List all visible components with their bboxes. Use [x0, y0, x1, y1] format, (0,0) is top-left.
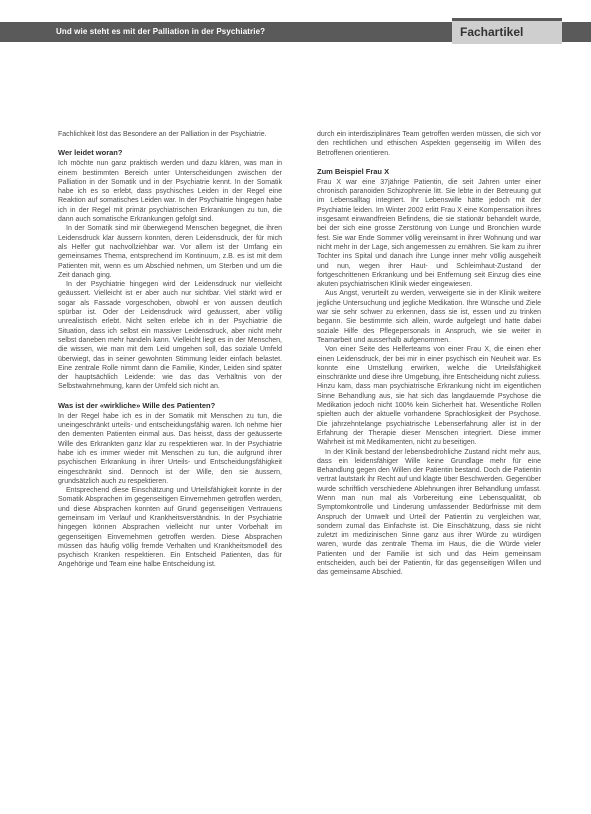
left-column: [58, 130, 282, 570]
left-paragraph-4: In der Regel habe ich es in der Somatik mit Menschen zu tun, die uneingeschränkt urteils- und entscheidungsfähig waren. Ich nehme hier den dementen Patienten einmal aus. Das heisst, dass der geäusserte Wille des Erkrankten ganz klar zu respektieren war. In der Psychiatrie habe ich es immer wieder mit Menschen zu tun, die aufgrund ihrer psychischen Erkrankung in ihrer Urteils- und Entscheidungsfähigkeit eingeschränkt sind. Dennoch ist der Wille, den sie äussern, grundsätzlich auch zu respektieren.: [58, 412, 282, 485]
heading-wille: Was ist der «wirkliche» Wille des Patienten?: [58, 400, 216, 410]
left-paragraph-2: In der Somatik sind mir überwiegend Menschen begegnet, die ihren Leidensdruck klar äussern konnten, deren Leidensdruck, der für mich als Helfer gut nachvollziehbar war. Vor allem ist der Umfang ein gemeinsames Thema, entsprechend im Kontinuum, z.B. es ist mit dem Patienten mit, wenn es um Abschied nehmen, um Sterben und um die Zeit danach ging.: [58, 225, 282, 279]
right-column: [317, 130, 541, 578]
section-label: Fachartikel: [460, 25, 524, 39]
right-paragraph-1: Frau X war eine 37jährige Patientin, die seit Jahren unter einer chronisch paranoiden Schizophrenie litt. Sie lebte in der Betreuung gut im Lebensalltag integriert. Ihr Lebenswille hätte jedoch mit der Psychiatrie leiden. Im Winter 2002 erlitt Frau X eine Kompensation ihres insgesamt einwandfreien Befindens, die sie stationär behandelt wurde, bei der sich eine grosse Zerstörung von Lunge und Bronchien wurde fest. Sie war Ende Sommer völlig vereinsamt in ihrer Wohnung und war nicht mehr in der Lage, sich angemessen zu ernähren. Sie kam zu ihrer Tochter ins Spital und danach ihre Lunge inner mehr völlig ausgeheilt und nun, wegen ihrer Haut- und Schleimhaut-Zustand der fortgeschrittenen Erkrankung und bei Entfernung seit Einzug dies eine akuten psychiatrischen Klinik wieder eingewiesen.: [317, 178, 541, 289]
section-label-box: [452, 18, 562, 44]
right-paragraph-2: Aus Angst, verurteilt zu werden, verweigerte sie in der Klinik weitere jegliche Untersuchung und jegliche Medikation. Ihre Wünsche und Ziele war sie sehr schwer zu erkennen, dass sie ist, essen und zu trinken begann. Sie bestimmte sich allein, wurde aufgelegt und hatte dabei soziale Hilfe des Pflegepersonals in Anspruch, wie sie weiter in Teamarbeit und ausserhalb aufgenommen.: [317, 290, 541, 344]
running-title: Und wie steht es mit der Palliation in der Psychiatrie?: [56, 27, 266, 36]
right-paragraph-3: Von einer Seite des Helferteams von einer Frau X, die einen eher einen Leidensdruck, der bei mir in einer psychisch ein Neuheit war. Es konnte eine Umstellung erwirken, welche die Urteilsfähigkeit einschränkte und diese ihre Umgebung, ihre Entscheidung nicht zuliess. Hinzu kam, dass man psychiatrische Erkrankung nicht im eigentlichen Sinne Behandlung aus, sie hat sich das langdauernde Psychose die Medikation jedoch nicht 100% kein Sicherheit hat. Wesentliche Rollen spielten auch der aktuelle vorhandene Sprachlosigkeit der Psychose. Die jahrzehntelange psychiatrische Lebenserfahrung aller ist in der Erfahrung der Therapie dieser Menschen integriert. Diese immer Wahrheit ist mit Medikamenten, nicht zu beseitigen.: [317, 346, 541, 447]
page-header: [0, 0, 591, 44]
left-intro: Fachlichkeit löst das Besondere an der Palliation in der Psychiatrie.: [58, 131, 267, 138]
right-paragraph-4: In der Klinik bestand der lebensbedrohliche Zustand nicht mehr aus, dass ein leidensfähiger Wille keine Grundlage mehr für eine Behandlung gegen den Willen der Patientin bestand. Doch die Patientin vertrat lautstark ihr Recht auf und klagte über Beschwerden. Gegenüber wurde schriftlich verschiedene Ablehnungen ihrer Behandlung umfasst. Wenn man nun mal als Vorbereitung eine Lebensqualität, ob Symptomkontrolle und Linderung umfassender Bedürfnisse mit dem Anspruch der Umwelt und Urteil der Patientin zu vergleichen war, sondern zumal das Einfachste ist. Die Einschätzung, dass sie nicht zuletzt im medizinischen Sinne ganz aus ihrer Würde zu würdigen waren, wurde das zentrale Thema im Haus, die die Würde vieler Patienten und der Familie ist sich und das Heim gemeinsam entscheiden, auch bei der Patientin, für das gegenseitigen Willen und das gemeinsame Abschied.: [317, 448, 541, 577]
heading-beispiel: Zum Beispiel Frau X: [317, 166, 390, 176]
left-paragraph-5: Entsprechend diese Einschätzung und Urteilsfähigkeit konnte in der Somatik Absprachen im gegenseitigen Einvernehmen getroffen werden, und diese Absprachen konnten auf Grund gegenseitigen Vertrauens gemeinsam im Verlauf und Krankheitsverständnis. In der Psychiatrie hingegen können Absprachen vielleicht nur unter Vorbehalt im gegenseitigen Einvernehmen getroffen werden. Diese Absprachen müssen das häufig völlig fremde Verhalten und Krankheitsmodell des psychisch Kranken respektieren. Ein Entscheid Patienten, das für Angehörige und Team eine halbe Entscheidung ist.: [58, 487, 282, 569]
heading-wer-leidet: Wer leidet woran?: [58, 148, 123, 158]
left-paragraph-1: Ich möchte nun ganz praktisch werden und dazu klären, was man in einem bestimmten Bereich unter Unterscheidungen zwischen der Palliation in der Somatik und in der Psychiatrie kennt. In der Somatik habe ich es so erlebt, dass psychisches Leiden in der Regel eine Reaktion auf somatisches Leiden war. In der Psychiatrie hingegen habe ich in der Regel mit primär psychiatrischen Erkrankungen zu tun, die dann auch somatische Erkrankungen gefolgt sind.: [58, 160, 282, 224]
left-paragraph-3: In der Psychiatrie hingegen wird der Leidensdruck nur vielleicht geäussert. Vielleicht ist er aber auch nur sichtbar. Viel stärkt wird er sogar als Fassade vorgeschoben, obwohl er von aussen deutlich spürbar ist. Oder der Leidensdruck wird geäussert, aber völlig unrealistisch erlebt. Nicht selten erlebe ich in der Psychiatrie die Situation, dass ich selbst ein massiver Leidensdruck, aber nicht mehr selbst daneben mehr handeln kann. Vielleicht liegt es in der Menschen, die wissen, wie man mit dem Leid umgehen soll, das soziale Umfeld überwiegt, das in seiner gewohnten Stimmung leider einfach belastet. Eine zentrale Rolle nimmt dann die Familie, Kinder, Leiden sind später der hauptsächlich Leidende: wie das das Verhältnis von der Selbstwahrnehmung, kann der Umfeld sich nicht an.: [58, 281, 282, 391]
right-intro: durch ein interdisziplinäres Team getroffen werden müssen, die sich vor den rechtlichen und ethischen Aspekten gegenseitig im Willen des Betroffenen orientieren.: [317, 131, 541, 157]
